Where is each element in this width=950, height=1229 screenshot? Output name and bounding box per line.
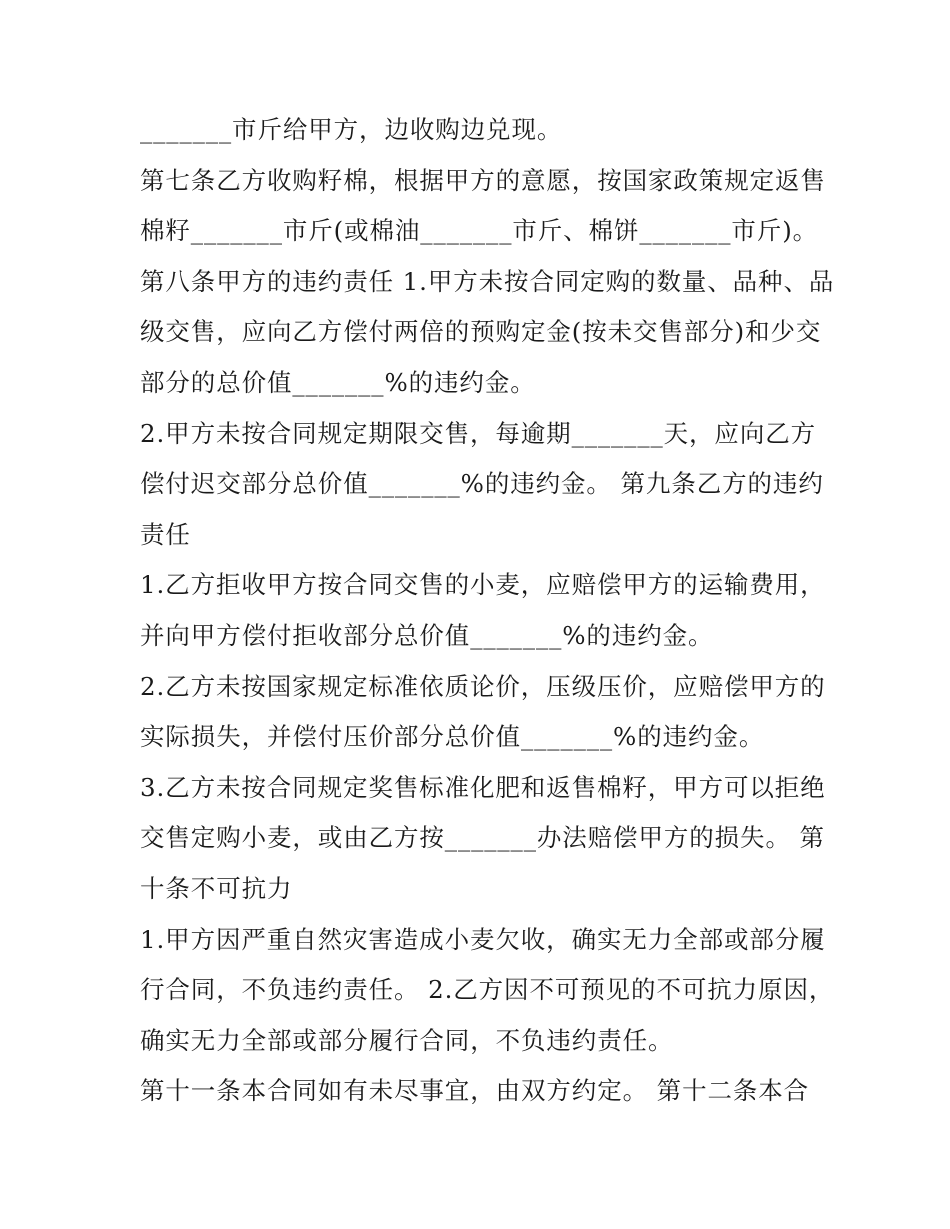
text-line: _______市斤给甲方，边收购边兑现。 xyxy=(140,115,563,144)
text-line: 第七条乙方收购籽棉，根据甲方的意愿，按国家政策规定返售 xyxy=(140,165,826,195)
text-line: 行合同，不负违约责任。 2.乙方因不可预见的不可抗力原因， xyxy=(140,975,835,1005)
text-line: 确实无力全部或部分履行合同，不负违约责任。 xyxy=(140,1025,674,1055)
text-line: 第十一条本合同如有未尽事宜，由双方约定。 第十二条本合 xyxy=(140,1076,810,1106)
text-line: 偿付迟交部分总价值_______%的违约金。 第九条乙方的违约 xyxy=(140,469,824,499)
text-line: 并向甲方偿付拒收部分总价值_______%的违约金。 xyxy=(140,620,714,650)
text-line: 2.甲方未按合同规定期限交售，每逾期_______天，应向乙方 xyxy=(140,418,817,448)
text-line: 交售定购小麦，或由乙方按_______办法赔偿甲方的损失。 第 xyxy=(140,823,825,853)
text-line: 1.乙方拒收甲方按合同交售的小麦，应赔偿甲方的运输费用， xyxy=(140,570,826,600)
text-line: 1.甲方因严重自然灾害造成小麦欠收，确实无力全部或部分履 xyxy=(140,924,826,954)
text-line: 责任 xyxy=(140,519,191,549)
text-line: 级交售，应向乙方偿付两倍的预购定金(按未交售部分)和少交 xyxy=(140,317,822,347)
contract-text xyxy=(140,107,835,1119)
text-line: 部分的总价值_______%的违约金。 xyxy=(140,367,536,397)
text-line: 棉籽_______市斤(或棉油_______市斤、棉饼_______市斤)。 xyxy=(140,216,819,246)
text-line: 十条不可抗力 xyxy=(140,873,293,903)
text-line: 实际损失，并偿付压价部分总价值_______%的违约金。 xyxy=(140,722,765,752)
text-line: 第八条甲方的违约责任 1.甲方未按合同定购的数量、品种、品 xyxy=(140,266,835,296)
text-line: 2.乙方未按国家规定标准依质论价，压级压价，应赔偿甲方的 xyxy=(140,671,826,701)
text-line: 3.乙方未按合同规定奖售标准化肥和返售棉籽，甲方可以拒绝 xyxy=(140,772,826,802)
